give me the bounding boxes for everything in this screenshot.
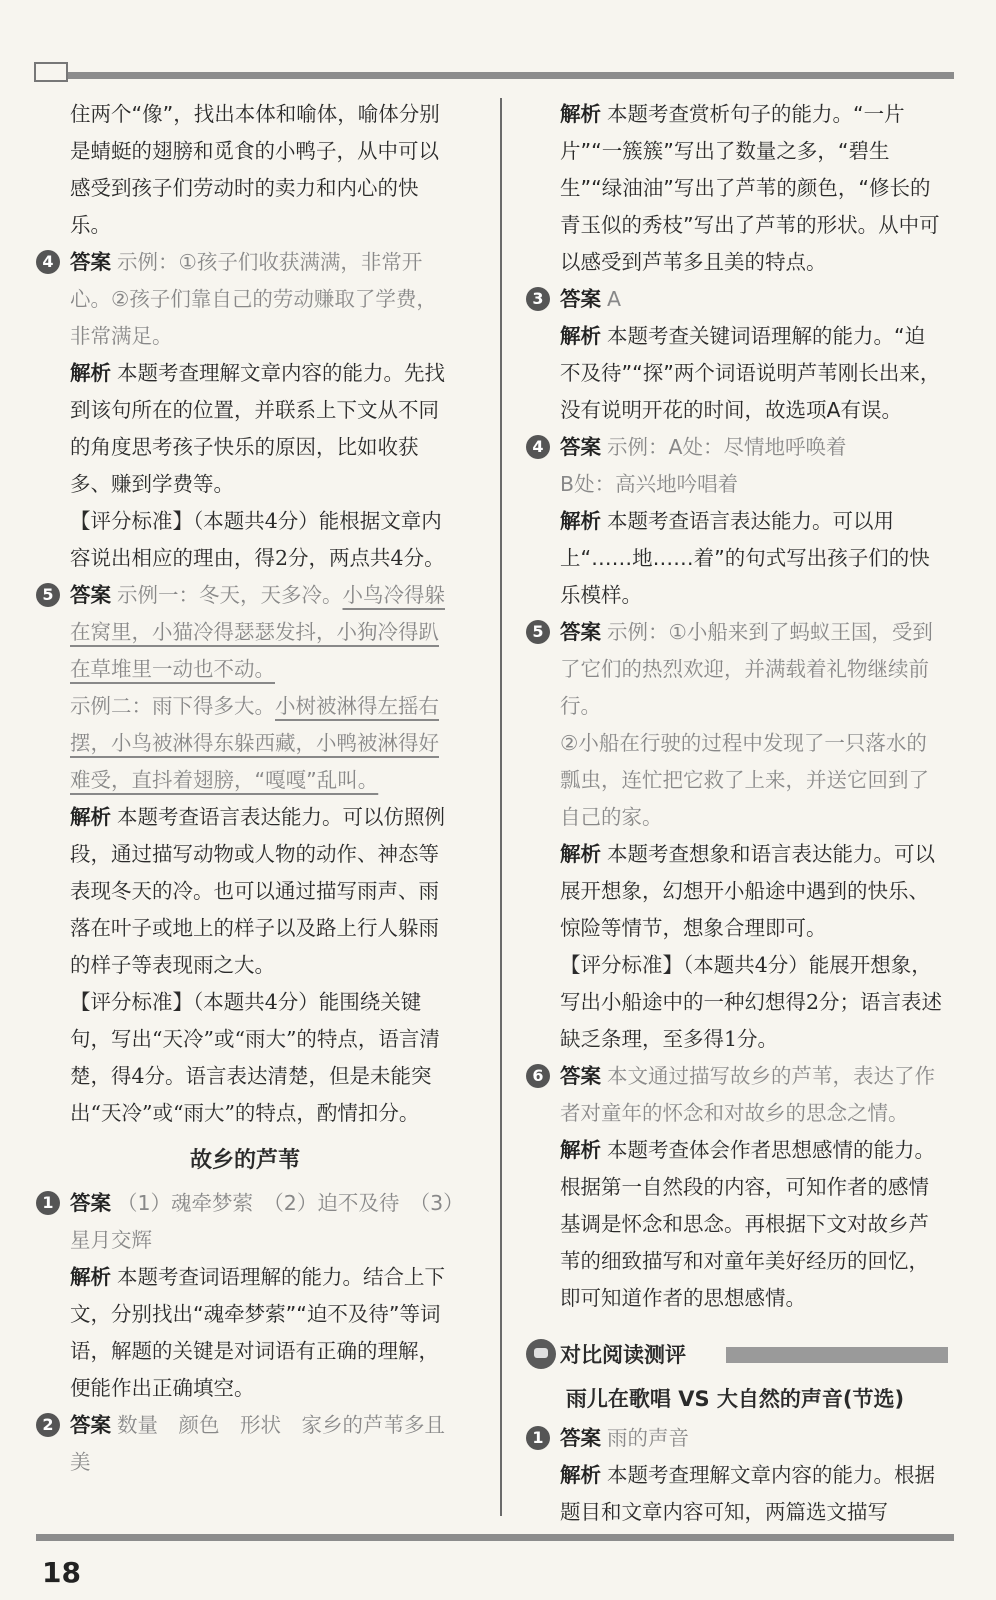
analysis-text: 本题考查词语理解的能力。结合上下文，分别找出“魂牵梦萦”“迫不及待”等词语，解题的关键是对词语有正确的理解，便能作出正确填空。 bbox=[70, 1265, 445, 1400]
section-question-2 bbox=[36, 1407, 454, 1481]
banner-bar bbox=[726, 1347, 948, 1363]
analysis-label: 解析 bbox=[560, 509, 601, 533]
scoring-standard: 【评分标准】（本题共4分）能围绕关键句，写出“天冷”或“雨大”的特点，语言清楚，得4分。语言表达清楚，但是未能突出“天冷”或“雨大”的特点，酌情扣分。 bbox=[70, 990, 440, 1125]
example-1-underlined: 小鸟冷得躲在窝里，小猫冷得瑟瑟发抖，小狗冷得趴在草堆里一动也不动。 bbox=[70, 583, 445, 681]
analysis-label: 解析 bbox=[70, 361, 111, 385]
answer-label: 答案 bbox=[560, 287, 601, 311]
column-divider bbox=[500, 98, 502, 1516]
answer-line-1: 示例：A处：尽情地呼唤着 bbox=[607, 435, 847, 459]
answer-example-1: 示例：①小船来到了蚂蚁王国，受到了它们的热烈欢迎，并满载着礼物继续前行。 bbox=[560, 620, 933, 718]
answer-text: 数量 颜色 形状 家乡的芦苇多且美 bbox=[70, 1413, 445, 1474]
answer-label: 答案 bbox=[560, 435, 601, 459]
analysis-label: 解析 bbox=[560, 324, 601, 348]
answer-label: 答案 bbox=[560, 1064, 601, 1088]
answer-label: 答案 bbox=[70, 583, 111, 607]
top-rule bbox=[36, 72, 954, 79]
analysis-text: 本题考查理解文章内容的能力。先找到该句所在的位置，并联系上下文从不同的角度思考孩子快乐的原因，比如收获多、赚到学费等。 bbox=[70, 361, 445, 496]
answer-text: A bbox=[607, 287, 622, 311]
analysis-label: 解析 bbox=[560, 842, 601, 866]
question-4 bbox=[36, 244, 454, 577]
question-number: 2 bbox=[36, 1413, 60, 1437]
answer-label: 答案 bbox=[560, 1426, 601, 1450]
scoring-standard: 【评分标准】（本题共4分）能展开想象，写出小船途中的一种幻想得2分；语言表述缺乏条理，至多得1分。 bbox=[560, 953, 943, 1051]
comparison-subtitle: 雨儿在歌唱 VS 大自然的声音(节选) bbox=[565, 1387, 905, 1411]
question-2-analysis bbox=[526, 96, 944, 281]
answer-text: 雨的声音 bbox=[607, 1426, 689, 1450]
analysis-text: 本题考查关键词语理解的能力。“迫不及待”“探”两个词语说明芦苇刚长出来，没有说明开花的时间，故选项A有误。 bbox=[560, 324, 941, 422]
section-question-3 bbox=[526, 281, 944, 429]
question-number: 4 bbox=[526, 435, 550, 459]
banner-label: 对比阅读测评 bbox=[560, 1343, 686, 1367]
analysis-label: 解析 bbox=[70, 1265, 111, 1289]
analysis-label: 解析 bbox=[70, 805, 111, 829]
answer-text: 本文通过描写故乡的芦苇，表达了作者对童年的怀念和对故乡的思念之情。 bbox=[560, 1064, 935, 1125]
reader-icon bbox=[526, 1339, 556, 1369]
question-number: 3 bbox=[526, 287, 550, 311]
intro-paragraph: 住两个“像”，找出本体和喻体，喻体分别是蜻蜓的翅膀和觅食的小鸭子，从中可以感受到孩子们劳动时的卖力和内心的快乐。 bbox=[70, 102, 440, 237]
section-question-6 bbox=[526, 1058, 944, 1317]
scoring-standard: 【评分标准】（本题共4分）能根据文章内容说出相应的理由，得2分，两点共4分。 bbox=[70, 509, 445, 570]
question-number: 1 bbox=[36, 1191, 60, 1215]
analysis-label: 解析 bbox=[560, 102, 601, 126]
example-2-underlined: 小树被淋得左摇右摆，小鸟被淋得东躲西藏，小鸭被淋得好难受，直抖着翅膀，“嘎嘎”乱叫。 bbox=[70, 694, 439, 792]
question-number: 4 bbox=[36, 250, 60, 274]
analysis-label: 解析 bbox=[560, 1138, 601, 1162]
example-1-prefix: 示例一：冬天，天多冷。 bbox=[117, 583, 343, 607]
page-number: 18 bbox=[42, 1556, 81, 1589]
question-number: 1 bbox=[526, 1426, 550, 1450]
answer-label: 答案 bbox=[560, 620, 601, 644]
analysis-label: 解析 bbox=[560, 1463, 601, 1487]
right-column bbox=[526, 96, 944, 1531]
section-title: 故乡的芦苇 bbox=[189, 1148, 300, 1173]
answer-text: （1）魂牵梦萦 （2）迫不及待 （3）星月交辉 bbox=[70, 1191, 454, 1252]
left-column bbox=[36, 96, 454, 1481]
analysis-text: 本题考查语言表达能力。可以仿照例段，通过描写动物或人物的动作、神态等表现冬天的冷。也可以通过描写雨声、雨落在叶子或地上的样子以及路上行人躲雨的样子等表现雨之大。 bbox=[70, 805, 445, 977]
question-number: 5 bbox=[526, 620, 550, 644]
analysis-text: 本题考查语言表达能力。可以用上“……地……着”的句式写出孩子们的快乐模样。 bbox=[560, 509, 930, 607]
section-question-4 bbox=[526, 429, 944, 614]
section-question-1 bbox=[36, 1185, 454, 1407]
analysis-text: 本题考查体会作者思想感情的能力。根据第一自然段的内容，可知作者的感情基调是怀念和思念。再根据下文对故乡芦苇的细致描写和对童年美好经历的回忆，即可知道作者的思想感情。 bbox=[560, 1138, 935, 1310]
comparison-banner bbox=[526, 1337, 944, 1373]
comparison-question-1 bbox=[526, 1420, 944, 1531]
answer-text: 示例：①孩子们收获满满，非常开心。②孩子们靠自己的劳动赚取了学费，非常满足。 bbox=[70, 250, 437, 348]
answer-label: 答案 bbox=[70, 1191, 111, 1215]
analysis-text: 本题考查赏析句子的能力。“一片片”“一簇簇”写出了数量之多，“碧生生”“绿油油”写出了芦苇的颜色，“修长的青玉似的秀枝”写出了芦苇的形状。从中可以感受到芦苇多且美的特点。 bbox=[560, 102, 940, 274]
analysis-text: 本题考查想象和语言表达能力。可以展开想象，幻想开小船途中遇到的快乐、惊险等情节，想象合理即可。 bbox=[560, 842, 935, 940]
answer-line-2: B处：高兴地吟唱着 bbox=[560, 472, 739, 496]
answer-example-2: ②小船在行驶的过程中发现了一只落水的瓢虫，连忙把它救了上来，并送它回到了自己的家。 bbox=[560, 731, 929, 829]
analysis-text: 本题考查理解文章内容的能力。根据题目和文章内容可知，两篇选文描写 bbox=[560, 1463, 935, 1524]
answer-label: 答案 bbox=[70, 250, 111, 274]
example-2-prefix: 示例二：雨下得多大。 bbox=[70, 694, 275, 718]
answer-label: 答案 bbox=[70, 1413, 111, 1437]
question-number: 6 bbox=[526, 1064, 550, 1088]
question-5 bbox=[36, 577, 454, 1132]
header-tag bbox=[34, 62, 68, 82]
question-number: 5 bbox=[36, 583, 60, 607]
bottom-rule bbox=[36, 1534, 954, 1541]
section-question-5 bbox=[526, 614, 944, 1058]
